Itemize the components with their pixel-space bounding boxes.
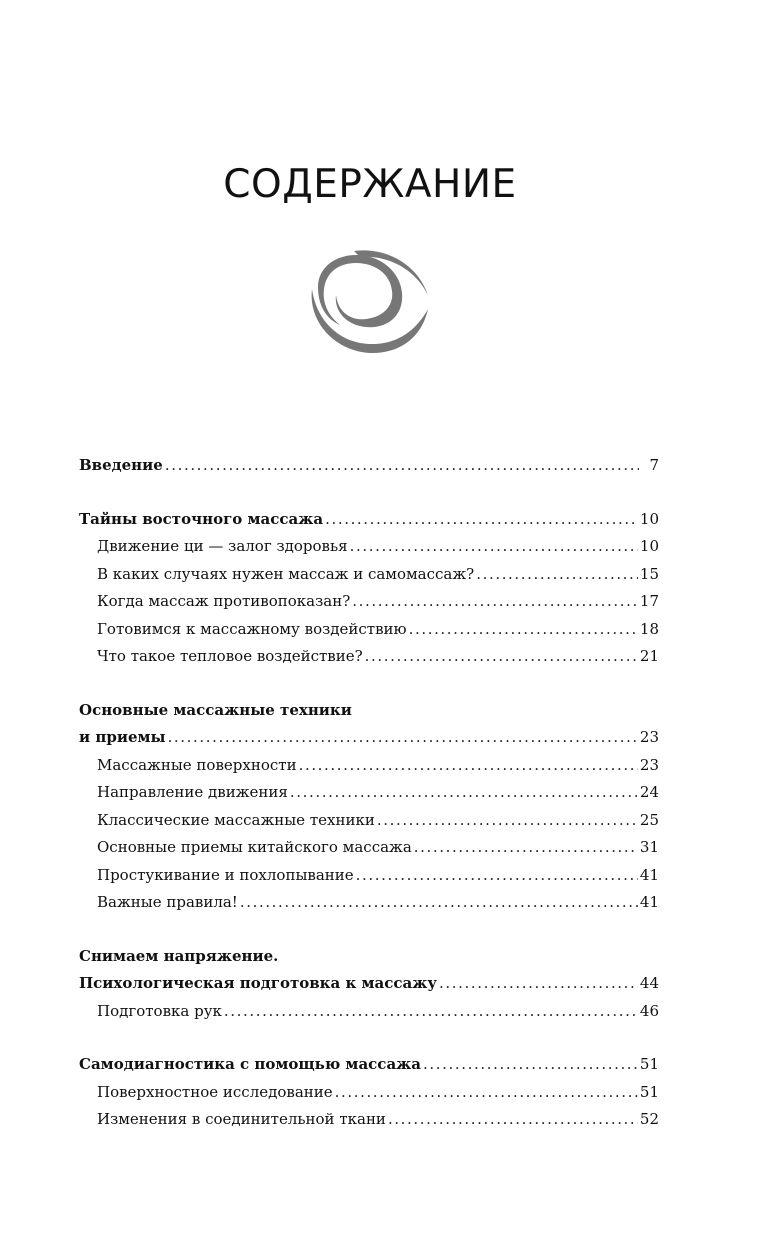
toc-entry-label: Основные массажные техники <box>79 700 352 719</box>
toc-entry-label: Когда массаж противопоказан? <box>97 592 351 610</box>
toc-section <box>79 506 659 671</box>
toc-section <box>79 943 659 1026</box>
toc-subentry[interactable] <box>79 616 659 644</box>
toc-entry-page: 10 <box>639 509 659 528</box>
toc-entry-page: 21 <box>639 647 659 665</box>
dot-leader <box>476 561 638 589</box>
toc-entry-label: Подготовка рук <box>97 1001 222 1020</box>
toc-entry[interactable] <box>79 1051 659 1079</box>
toc-entry-page: 25 <box>639 810 659 829</box>
toc-entry-page: 23 <box>639 728 659 746</box>
toc-entry-page: 15 <box>639 564 659 583</box>
toc-entry[interactable] <box>79 970 659 998</box>
toc-subentry[interactable] <box>79 807 659 835</box>
toc-section <box>79 697 659 917</box>
toc-entry-page: 52 <box>639 1110 659 1128</box>
toc-entry-page: 18 <box>639 619 659 638</box>
toc-subentry[interactable] <box>79 1106 659 1134</box>
dot-leader <box>377 807 638 835</box>
toc-entry-page: 51 <box>639 1055 659 1073</box>
toc-section <box>79 452 659 480</box>
toc-entry-label: Поверхностное исследование <box>97 1082 333 1101</box>
toc-subentry[interactable] <box>79 779 659 807</box>
toc-entry[interactable] <box>79 506 659 534</box>
swirl-ornament-icon <box>304 249 434 361</box>
dot-leader <box>352 588 638 616</box>
dot-leader <box>365 643 638 671</box>
toc-entry-label: Готовимся к массажному воздействию <box>97 619 407 638</box>
toc-subentry[interactable] <box>79 588 659 616</box>
toc-entry-label: Движение ци — залог здоровья <box>97 537 348 555</box>
toc-entry-label: Изменения в соединительной ткани <box>97 1110 386 1128</box>
toc-entry-label: Что такое тепловое воздействие? <box>97 647 363 665</box>
dot-leader <box>165 452 639 480</box>
dot-leader <box>423 1051 638 1079</box>
toc-section <box>79 1051 659 1134</box>
toc-subentry[interactable] <box>79 998 659 1026</box>
toc-entry-label: Тайны восточного массажа <box>79 509 324 528</box>
toc-subentry[interactable] <box>79 533 659 561</box>
toc-entry-label: В каких случаях нужен массаж и самомассаж? <box>97 564 475 583</box>
toc-entry-label: Введение <box>79 456 163 474</box>
toc-entry-page: 41 <box>639 893 659 911</box>
dot-leader <box>325 506 638 534</box>
toc-subentry[interactable] <box>79 752 659 780</box>
dot-leader <box>240 889 638 917</box>
dot-leader <box>388 1106 638 1134</box>
toc-entry-page: 41 <box>639 865 659 884</box>
toc-entry-heading <box>79 943 659 971</box>
dot-leader <box>356 862 638 890</box>
toc-entry-label: Самодиагностика с помощью массажа <box>79 1055 422 1073</box>
page-title: СОДЕРЖАНИЕ <box>223 162 517 207</box>
toc-subentry[interactable] <box>79 561 659 589</box>
toc-entry-label: Простукивание и похлопывание <box>97 865 354 884</box>
toc-entry-page: 31 <box>639 838 659 856</box>
toc-entry[interactable] <box>79 452 659 480</box>
dot-leader <box>409 616 638 644</box>
table-of-contents <box>79 452 659 1160</box>
toc-entry-page: 51 <box>639 1082 659 1101</box>
toc-subentry[interactable] <box>79 643 659 671</box>
toc-entry-label: Снимаем напряжение. <box>79 946 279 965</box>
toc-subentry[interactable] <box>79 889 659 917</box>
dot-leader <box>168 724 638 752</box>
toc-entry-label: Массажные поверхности <box>97 755 297 774</box>
toc-entry-page: 44 <box>639 974 659 992</box>
toc-entry-label: Психологическая подготовка к массажу <box>79 974 437 992</box>
toc-entry-page: 23 <box>639 755 659 774</box>
toc-entry-page: 24 <box>639 783 659 801</box>
dot-leader <box>224 998 638 1026</box>
toc-subentry[interactable] <box>79 1079 659 1107</box>
dot-leader <box>290 779 638 807</box>
dot-leader <box>414 834 638 862</box>
toc-subentry[interactable] <box>79 834 659 862</box>
dot-leader <box>335 1079 638 1107</box>
toc-entry[interactable] <box>79 724 659 752</box>
toc-entry-page: 10 <box>639 537 659 555</box>
toc-entry-page: 46 <box>639 1001 659 1020</box>
toc-entry-label: Направление движения <box>97 783 288 801</box>
toc-entry-heading <box>79 697 659 725</box>
toc-entry-label: и приемы <box>79 728 166 746</box>
toc-entry-label: Классические массажные техники <box>97 810 375 829</box>
toc-entry-page: 7 <box>649 456 659 474</box>
dot-leader <box>299 752 638 780</box>
toc-entry-label: Основные приемы китайского массажа <box>97 838 412 856</box>
dot-leader <box>350 533 638 561</box>
toc-subentry[interactable] <box>79 862 659 890</box>
toc-entry-page: 17 <box>639 592 659 610</box>
toc-entry-label: Важные правила! <box>97 893 238 911</box>
dot-leader <box>439 970 638 998</box>
